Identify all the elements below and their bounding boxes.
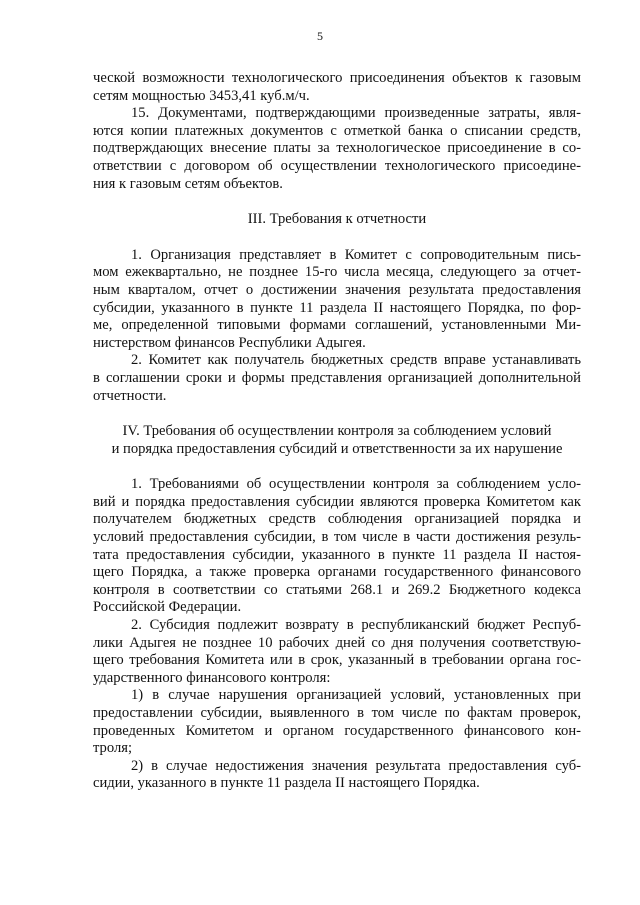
text-line: щего Порядка, а также проверка органами государственного финансового (93, 564, 581, 581)
text-line: ответствии с договором об осуществлении технологического присоедине- (93, 157, 581, 174)
text-line: 2. Комитет как получатель бюджетных средств вправе устанавливать (131, 352, 581, 369)
text-line: мом ежеквартально, не позднее 15-го числа месяца, следующего за отчет- (93, 264, 581, 281)
paragraph (93, 687, 581, 757)
text-line: субсидии, указанного в пункте 11 раздела II настоящего Порядка, по фор- (93, 299, 581, 316)
text-line: тата предоставления субсидии, указанного в пункте 11 раздела II настоя- (93, 546, 581, 563)
text-line: 1. Организация представляет в Комитет с сопроводительным пись- (131, 246, 581, 263)
paragraph (93, 70, 581, 105)
page-number: 5 (317, 29, 323, 43)
paragraph (93, 758, 581, 793)
text-line: троля; (93, 740, 133, 757)
text-line: ния к газовым сетям объектов. (93, 175, 283, 192)
text-line: ным кварталом, отчет о достижении значения результата предоставления (93, 281, 581, 298)
text-line: лики Адыгея не позднее 10 рабочих дней со дня получения соответствую- (93, 634, 581, 651)
text-line: ческой возможности технологического присоединения объектов к газовым (93, 70, 581, 86)
text-line: предоставлении субсидии, выявленного в том числе по фактам проверок, (93, 705, 581, 721)
text-line: отчетности. (93, 387, 167, 404)
heading-line: и порядка предоставления субсидий и ответственности за их нарушение (111, 440, 563, 457)
text-line: Российской Федерации. (93, 599, 242, 616)
text-line: 2) в случае недостижения значения результата предоставления суб- (131, 757, 581, 774)
text-line: проведенных Комитетом и органом государственного финансового кон- (93, 722, 581, 739)
text-line: ме, определенной типовыми формами соглашений, установленными Ми- (93, 317, 581, 334)
paragraph (93, 617, 581, 687)
section-heading (93, 423, 581, 458)
paragraph (93, 476, 581, 617)
text-line: ударственного финансового контроля: (93, 669, 331, 686)
document-body (93, 70, 581, 793)
block-gap (93, 458, 581, 476)
text-line: в соглашении сроки и формы представления организацией дополнительной (93, 369, 581, 386)
block-gap (93, 193, 581, 211)
text-line: получателем бюджетных средств соблюдения организацией порядка и (93, 511, 581, 528)
block-gap (93, 405, 581, 423)
text-line: щего требования Комитета или в срок, указанный в требовании органа гос- (93, 652, 581, 669)
section-heading (93, 211, 581, 229)
text-line: 15. Документами, подтверждающими произведенные затраты, явля- (131, 105, 581, 122)
text-line: 1. Требованиями об осуществлении контроля за соблюдением усло- (131, 476, 581, 493)
text-line: сетям мощностью 3453,41 куб.м/ч. (93, 87, 310, 104)
text-line: ются копии платежных документов с отметкой банка о списании средств, (93, 122, 581, 139)
text-line: нистерством финансов Республики Адыгея. (93, 334, 366, 351)
paragraph (93, 247, 581, 353)
text-line: условий предоставления субсидии, в том числе в части достижения резуль- (93, 529, 581, 546)
text-line: 1) в случае нарушения организацией условий, установленных при (131, 687, 581, 704)
paragraph (93, 352, 581, 405)
block-gap (93, 229, 581, 247)
text-line: сидии, указанного в пункте 11 раздела II настоящего Порядка. (93, 775, 480, 792)
heading-line: IV. Требования об осуществлении контроля за соблюдением условий (122, 423, 552, 440)
paragraph (93, 105, 581, 193)
text-line: 2. Субсидия подлежит возврату в республиканский бюджет Респуб- (131, 617, 581, 634)
text-line: контроля в соответствии со статьями 268.1 и 269.2 Бюджетного кодекса (93, 581, 581, 598)
text-line: подтверждающих внесение платы за технологическое присоединение в со- (93, 140, 581, 157)
text-line: вий и порядка предоставления субсидии являются проверка Комитетом как (93, 493, 581, 510)
heading-line: III. Требования к отчетности (247, 211, 427, 228)
